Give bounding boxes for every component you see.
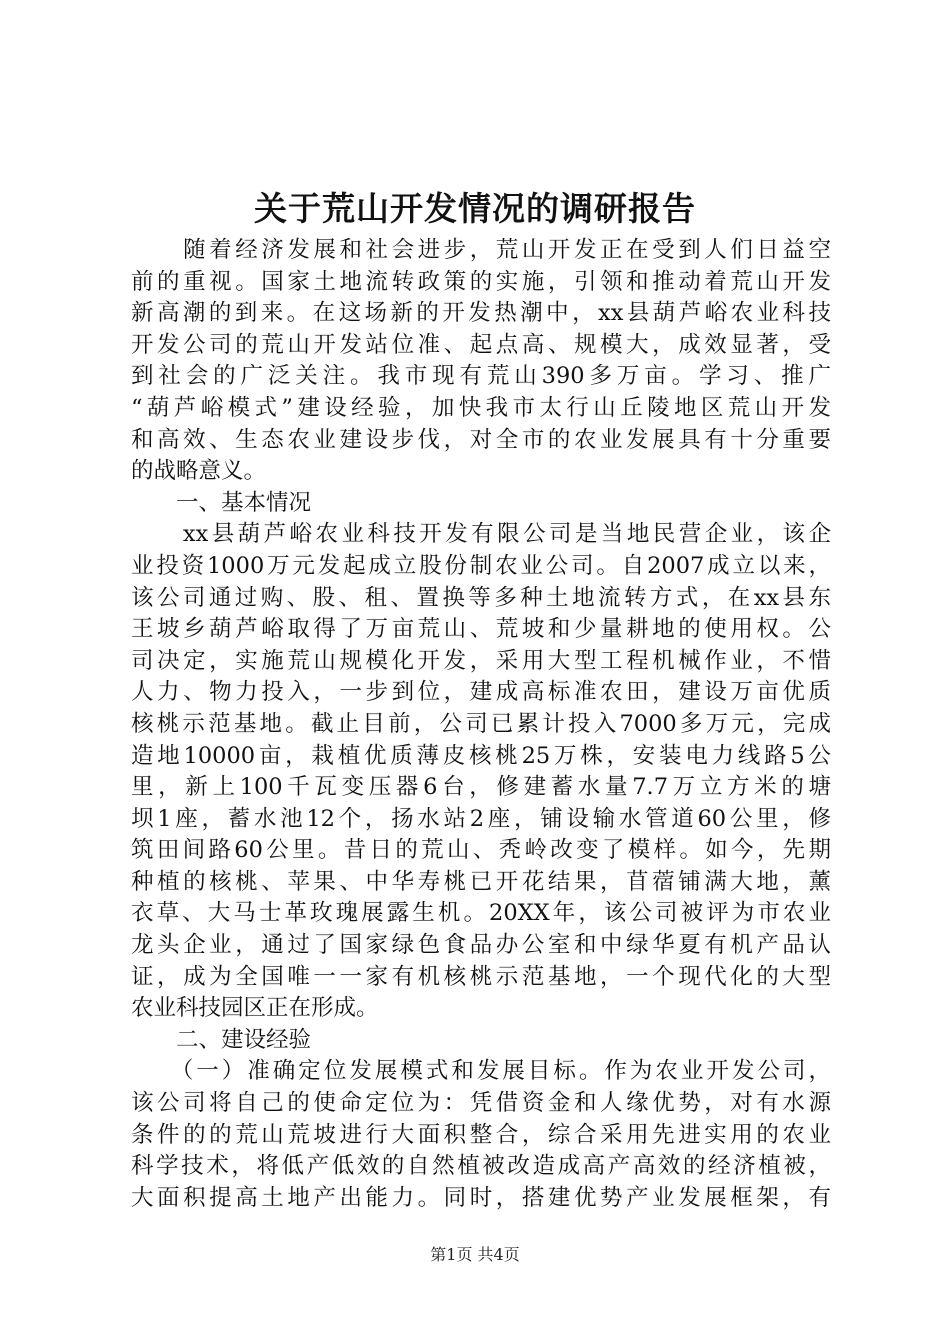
text-line: 业投资1000万元发起成立股份制农业公司。自2007成立以来， xyxy=(131,552,831,579)
text-line: 农业科技园区正在形成。 xyxy=(131,995,379,1022)
document-body xyxy=(131,235,831,1214)
text-line: 和高效、生态农业建设步伐，对全市的农业发展具有十分重要 xyxy=(131,426,831,453)
text-line: 坝1座，蓄水池12个，扬水站2座，铺设输水管道60公里，修 xyxy=(131,805,831,832)
text-line: 里，新上100千瓦变压器6台，修建蓄水量7.7万立方米的塘 xyxy=(131,774,831,801)
text-line: 随着经济发展和社会进步，荒山开发正在受到人们日益空 xyxy=(131,237,831,263)
text-line: 种植的核桃、苹果、中华寿桃已开花结果，苜蓿铺满大地，薰 xyxy=(131,868,831,895)
text-line: 科学技术，将低产低效的自然植被改造成高产高效的经济植被， xyxy=(131,1153,831,1180)
text-line: （一）准确定位发展模式和发展目标。作为农业开发公司， xyxy=(131,1058,831,1085)
text-line: 条件的的荒山荒坡进行大面积整合，综合采用先进实用的农业 xyxy=(131,1121,831,1148)
text-line: 的战略意义。 xyxy=(131,458,267,485)
text-line: 开发公司的荒山开发站位准、起点高、规模大，成效显著，受 xyxy=(131,331,831,358)
text-line: 造地10000亩，栽植优质薄皮核桃25万株，安装电力线路5公 xyxy=(131,742,831,769)
text-line: 该公司将自己的使命定位为：凭借资金和人缘优势，对有水源 xyxy=(131,1090,831,1117)
text-line: 筑田间路60公里。昔日的荒山、秃岭改变了模样。如今，先期 xyxy=(131,837,831,864)
text-line: 衣草、大马士革玫瑰展露生机。20XX年，该公司被评为市农业 xyxy=(131,900,831,927)
text-line: 到社会的广泛关注。我市现有荒山390多万亩。学习、推广 xyxy=(131,363,831,390)
text-line: 司决定，实施荒山规模化开发，采用大型工程机械作业，不惜 xyxy=(131,647,831,674)
text-line: 龙头企业，通过了国家绿色食品办公室和中绿华夏有机产品认 xyxy=(131,932,831,959)
text-line: 前的重视。国家土地流转政策的实施，引领和推动着荒山开发 xyxy=(131,268,831,295)
document-title: 关于荒山开发情况的调研报告 xyxy=(254,189,696,228)
text-line: xx县葫芦峪农业科技开发有限公司是当地民营企业，该企 xyxy=(131,521,831,548)
page-footer: 第1页 共4页 xyxy=(430,1245,520,1264)
text-line: 证，成为全国唯一一家有机核桃示范基地，一个现代化的大型 xyxy=(131,963,831,990)
text-line: 二、建设经验 xyxy=(131,1026,312,1053)
text-line: 核桃示范基地。截止目前，公司已累计投入7000多万元，完成 xyxy=(131,710,831,737)
text-line: 大面积提高土地产出能力。同时，搭建优势产业发展框架，有 xyxy=(131,1184,831,1211)
text-line: 新高潮的到来。在这场新的开发热潮中，xx县葫芦峪农业科技 xyxy=(131,300,831,327)
text-line: 一、基本情况 xyxy=(131,489,312,516)
text-line: 王坡乡葫芦峪取得了万亩荒山、荒坡和少量耕地的使用权。公 xyxy=(131,616,831,643)
text-line: 该公司通过购、股、租、置换等多种土地流转方式，在xx县东 xyxy=(131,584,831,611)
text-line: “葫芦峪模式”建设经验，加快我市太行山丘陵地区荒山开发 xyxy=(131,394,831,421)
text-line: 人力、物力投入，一步到位，建成高标准农田，建设万亩优质 xyxy=(131,679,831,706)
